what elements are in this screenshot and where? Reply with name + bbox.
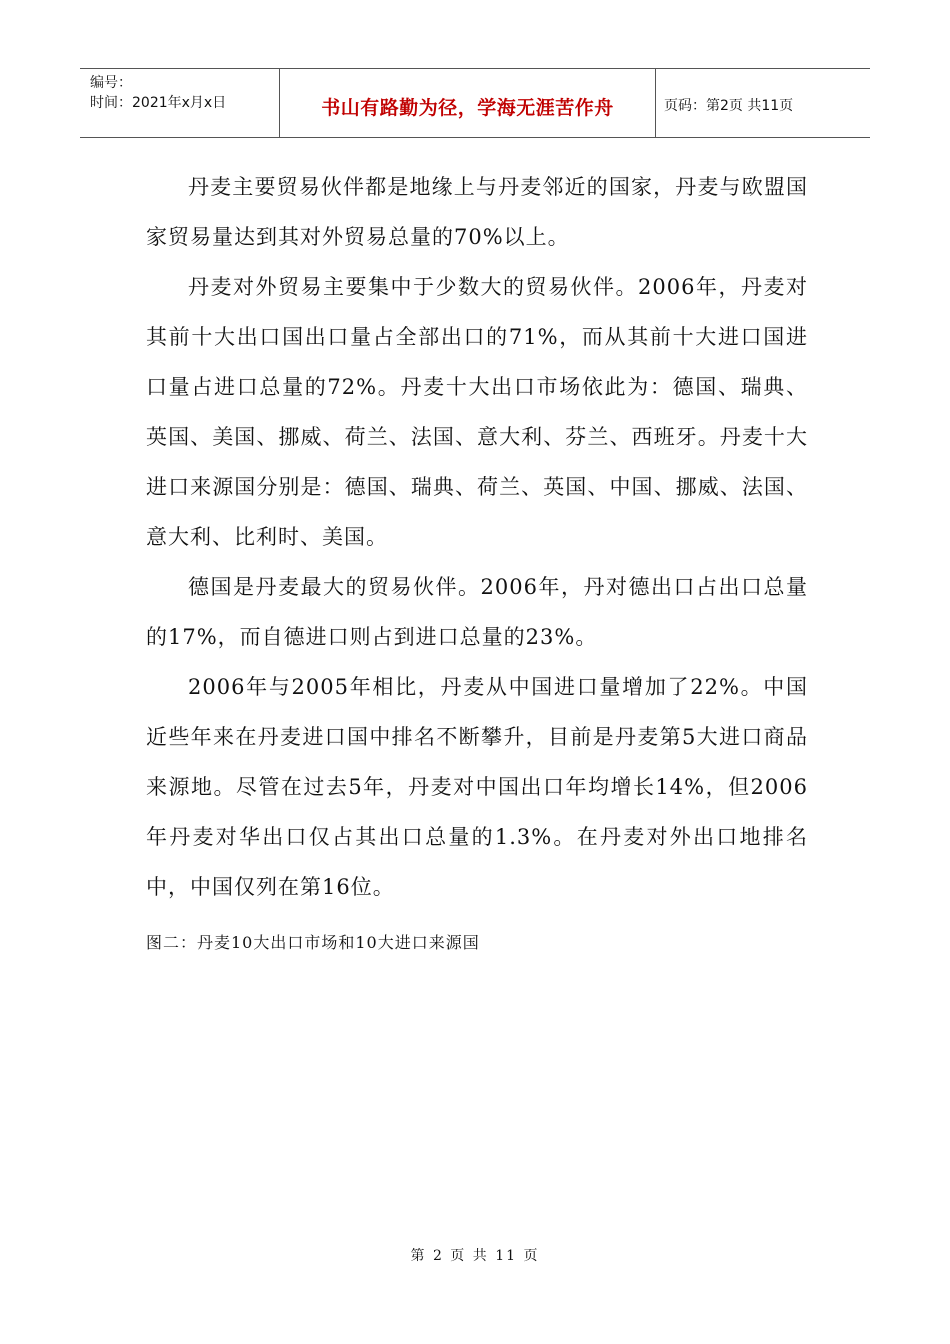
paragraph-4: 2006年与2005年相比，丹麦从中国进口量增加了22%。中国近些年来在丹麦进口国中排名不断攀升，目前是丹麦第5大进口商品来源地。尽管在过去5年，丹麦对中国出口年均增长14%，但2006年丹麦对华出口仅占其出口总量的1.3%。在丹麦对外出口地排名中，中国仅列在第16位。 (146, 675, 808, 899)
page-header (80, 68, 870, 138)
paragraph-3: 德国是丹麦最大的贸易伙伴。2006年，丹对德出口占出口总量的17%，而自德进口则占到进口总量的23%。 (146, 575, 808, 649)
document-number-label: 编号： (90, 75, 132, 91)
header-meta (80, 69, 280, 137)
figure-caption: 图二：丹麦10大出口市场和10大进口来源国 (146, 933, 480, 952)
page-footer: 第 2 页 共 11 页 (410, 1248, 540, 1264)
paragraph-2: 丹麦对外贸易主要集中于少数大的贸易伙伴。2006年，丹麦对其前十大出口国出口量占全部出口的71%，而从其前十大进口国进口量占进口总量的72%。丹麦十大出口市场依此为：德国、瑞典、英国、美国、挪威、荷兰、法国、意大利、芬兰、西班牙。丹麦十大进口来源国分别是：德国、瑞典、荷兰、英国、中国、挪威、法国、意大利、比利时、美国。 (146, 275, 808, 549)
header-motto: 书山有路勤为径，学海无涯苦作舟 (280, 69, 656, 137)
paragraph-1: 丹麦主要贸易伙伴都是地缘上与丹麦邻近的国家，丹麦与欧盟国家贸易量达到其对外贸易总量的70%以上。 (146, 175, 808, 249)
header-page-info: 页码：第2页 共11页 (664, 98, 794, 114)
document-body (146, 162, 808, 912)
document-date: 时间：2021年x月x日 (90, 95, 227, 111)
